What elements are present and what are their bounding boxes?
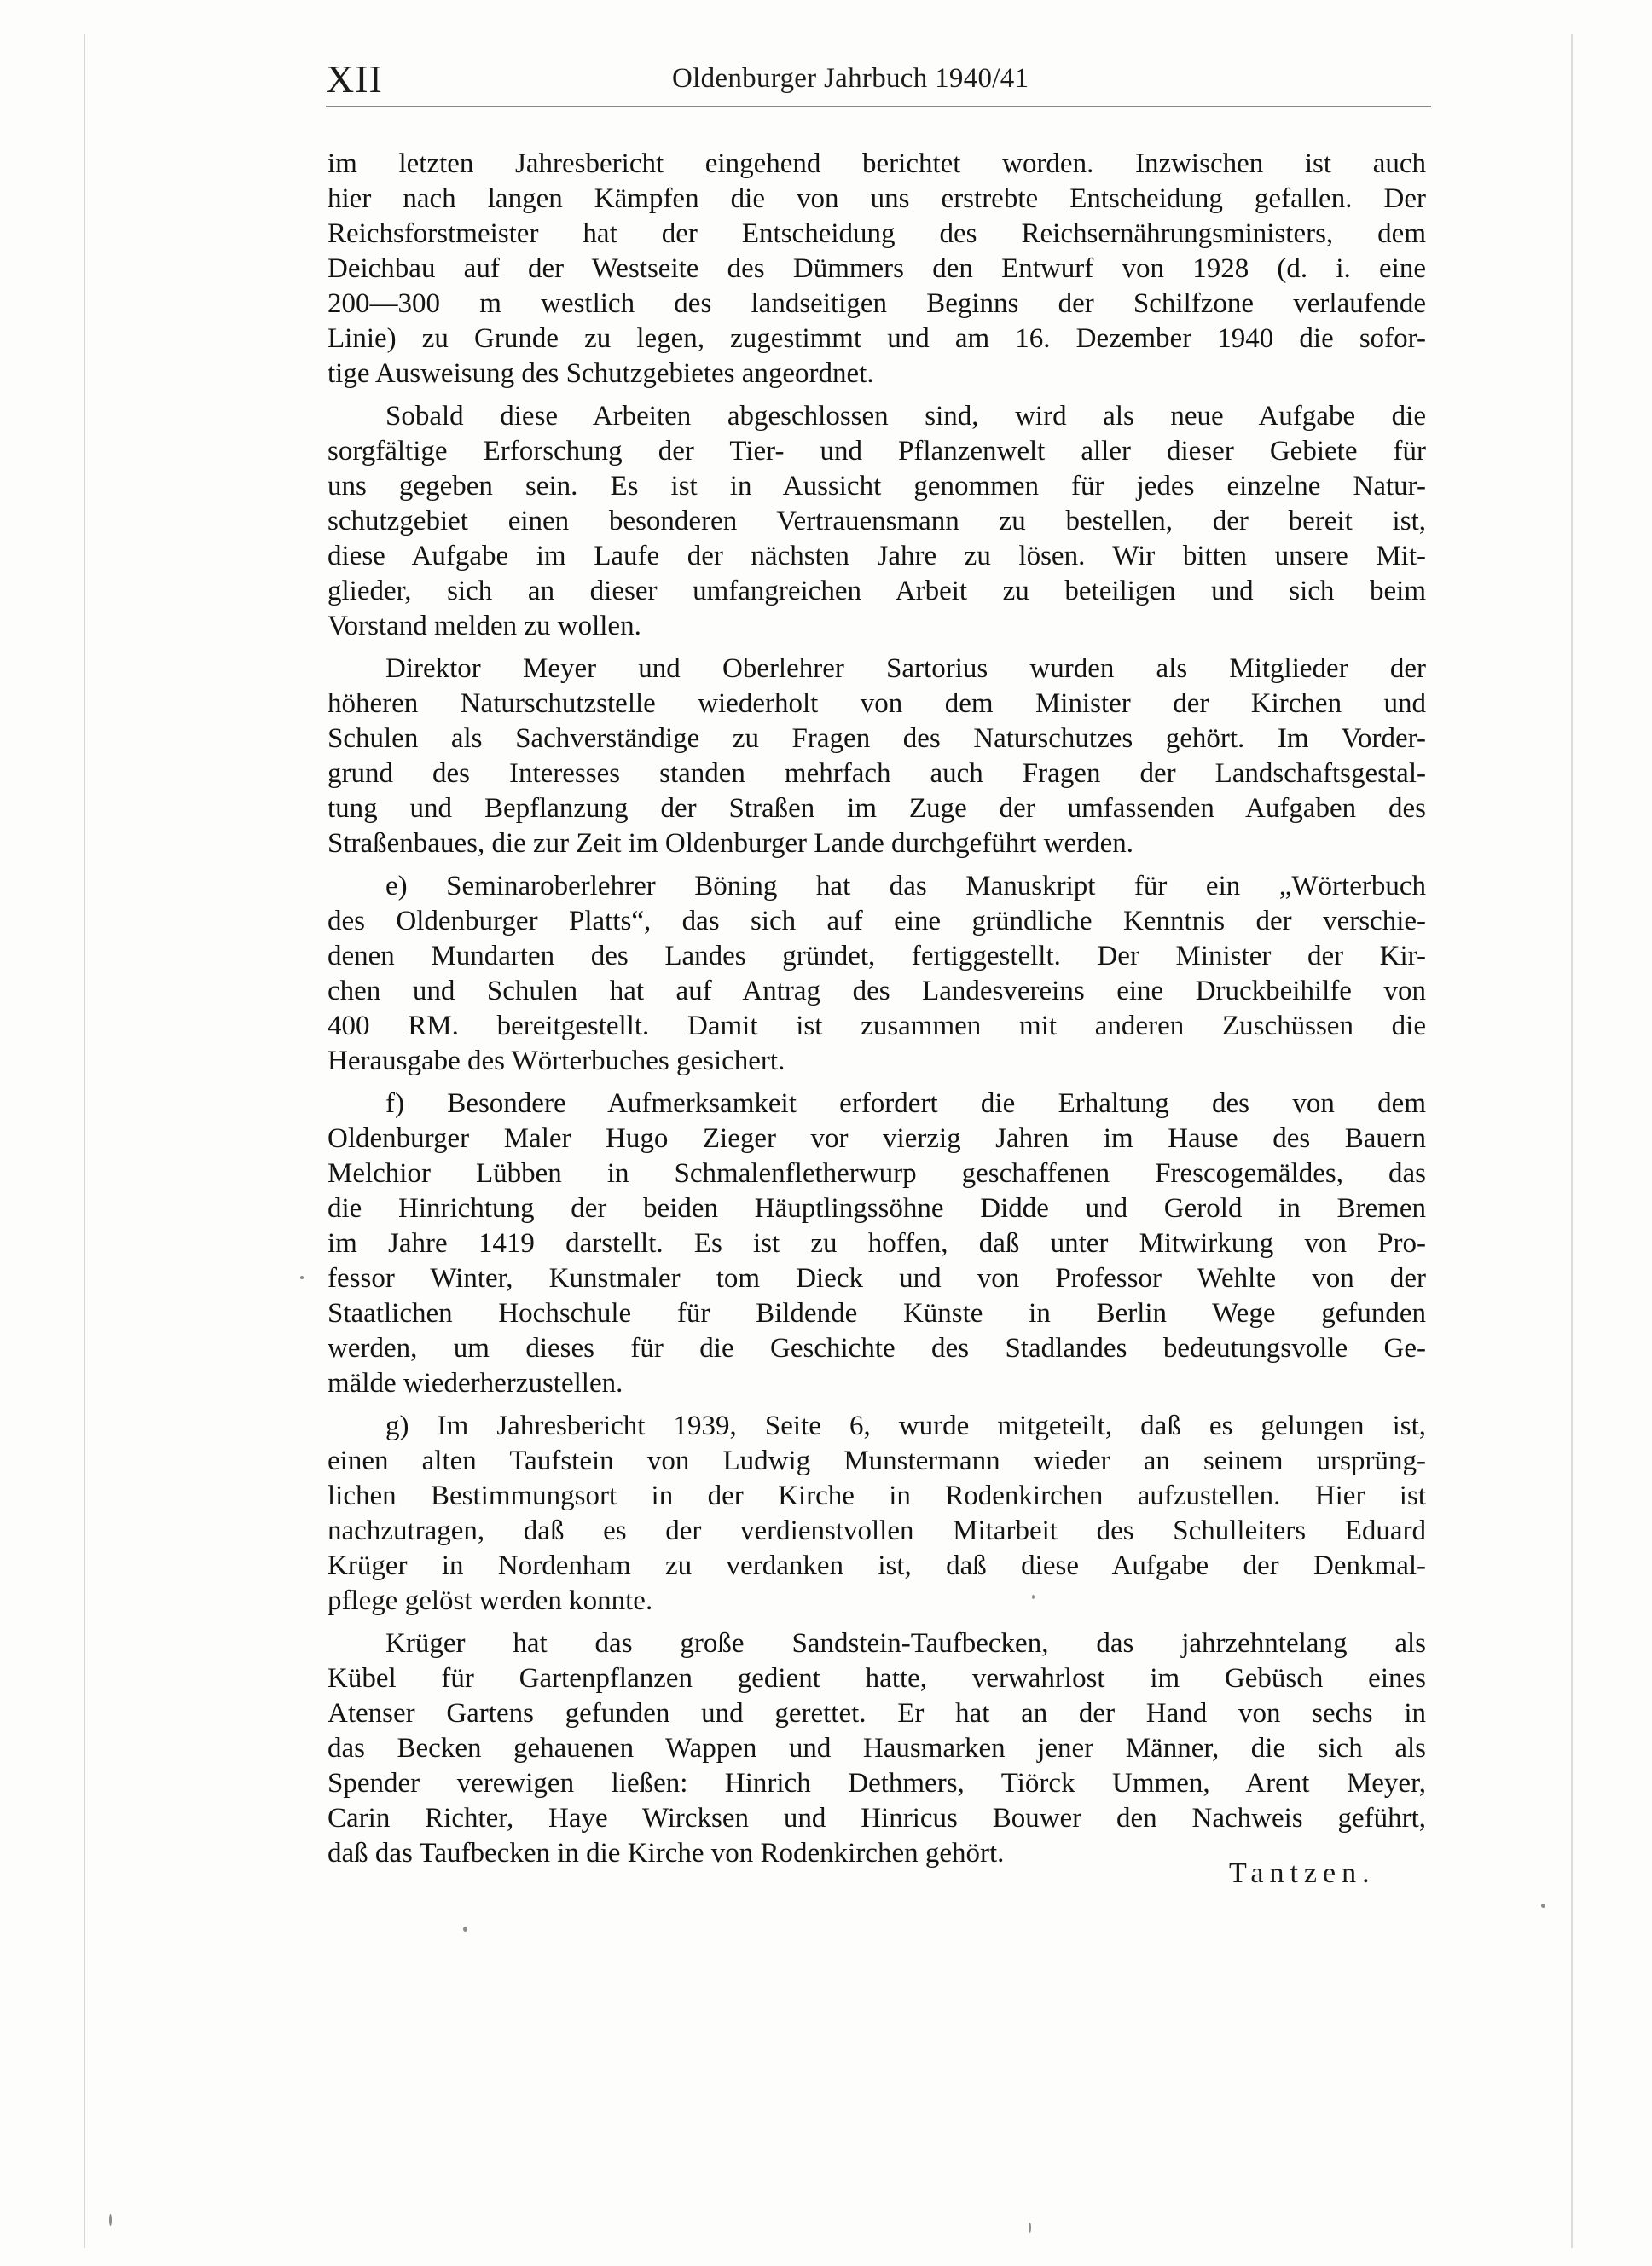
- text-line: uns gegeben sein. Es ist in Aussicht genommen für jedes einzelne Natur-: [328, 471, 1426, 501]
- scan-speck: [1541, 1904, 1545, 1908]
- text-line: Carin Richter, Haye Wircksen und Hinricus Bouwer den Nachweis geführt,: [328, 1803, 1426, 1834]
- text-line: Straßenbaues, die zur Zeit im Oldenburger Lande durchgeführt werden.: [328, 828, 1134, 859]
- text-line: Herausgabe des Wörterbuches gesichert.: [328, 1046, 785, 1076]
- text-line: Kübel für Gartenpflanzen gedient hatte, verwahrlost im Gebüsch eines: [328, 1663, 1426, 1694]
- scan-speck: [463, 1927, 467, 1932]
- running-title: Oldenburger Jahrbuch 1940/41: [672, 63, 1029, 94]
- scan-speck: [1029, 2223, 1031, 2233]
- text-line: werden, um dieses für die Geschichte des Stadlandes bedeutungsvolle Ge-: [328, 1333, 1426, 1364]
- text-line: einen alten Taufstein von Ludwig Munstermann wieder an seinem ursprüng-: [328, 1446, 1426, 1476]
- text-line: pflege gelöst werden konnte.: [328, 1585, 653, 1616]
- scan-speck: [300, 1276, 304, 1279]
- text-line: schutzgebiet einen besonderen Vertrauensmann zu bestellen, der bereit ist,: [328, 506, 1426, 536]
- text-line: g) Im Jahresbericht 1939, Seite 6, wurde mitgeteilt, daß es gelungen ist,: [385, 1411, 1426, 1441]
- text-line: glieder, sich an dieser umfangreichen Arbeit zu beteiligen und sich beim: [328, 576, 1426, 606]
- text-line: Melchior Lübben in Schmalenfletherwurp geschaffenen Frescogemäldes, das: [328, 1158, 1426, 1189]
- text-line: Staatlichen Hochschule für Bildende Künste in Berlin Wege gefunden: [328, 1298, 1426, 1329]
- text-line: Spender verewigen ließen: Hinrich Dethmers, Tiörck Ummen, Arent Meyer,: [328, 1768, 1426, 1799]
- scan-speck: [1032, 1595, 1035, 1599]
- text-line: höheren Naturschutzstelle wiederholt von dem Minister der Kirchen und: [328, 688, 1426, 719]
- text-line: diese Aufgabe im Laufe der nächsten Jahre zu lösen. Wir bitten unsere Mit-: [328, 541, 1426, 571]
- page-header: [326, 56, 1431, 111]
- text-line: im Jahre 1419 darstellt. Es ist zu hoffen, daß unter Mitwirkung von Pro-: [328, 1228, 1426, 1259]
- text-line: e) Seminaroberlehrer Böning hat das Manuskript für ein „Wörterbuch: [385, 871, 1426, 901]
- header-rule: [326, 106, 1431, 107]
- text-line: Sobald diese Arbeiten abgeschlossen sind, wird als neue Aufgabe die: [385, 401, 1426, 432]
- text-line: die Hinrichtung der beiden Häuptlingssöhne Didde und Gerold in Bremen: [328, 1193, 1426, 1224]
- text-line: tige Ausweisung des Schutzgebietes angeordnet.: [328, 358, 874, 389]
- text-line: Atenser Gartens gefunden und gerettet. Er hat an der Hand von sechs in: [328, 1698, 1426, 1729]
- text-line: des Oldenburger Platts“, das sich auf eine gründliche Kenntnis der verschie-: [328, 906, 1426, 936]
- text-line: fessor Winter, Kunstmaler tom Dieck und von Professor Wehlte von der: [328, 1263, 1426, 1294]
- text-line: im letzten Jahresbericht eingehend berichtet worden. Inzwischen ist auch: [328, 148, 1426, 179]
- text-line: chen und Schulen hat auf Antrag des Landesvereins eine Druckbeihilfe von: [328, 976, 1426, 1006]
- text-line: 200—300 m westlich des landseitigen Beginns der Schilfzone verlaufende: [328, 288, 1426, 319]
- text-line: lichen Bestimmungsort in der Kirche in Rodenkirchen aufzustellen. Hier ist: [328, 1481, 1426, 1511]
- text-line: Vorstand melden zu wollen.: [328, 611, 641, 641]
- text-line: Reichsforstmeister hat der Entscheidung des Reichsernährungsministers, dem: [328, 218, 1426, 249]
- text-line: Krüger hat das große Sandstein-Taufbecken, das jahrzehntelang als: [385, 1628, 1426, 1659]
- text-line: 400 RM. bereitgestellt. Damit ist zusammen mit anderen Zuschüssen die: [328, 1011, 1426, 1041]
- text-line: sorgfältige Erforschung der Tier- und Pflanzenwelt aller dieser Gebiete für: [328, 436, 1426, 467]
- text-line: mälde wiederherzustellen.: [328, 1368, 623, 1399]
- text-line: nachzutragen, daß es der verdienstvollen Mitarbeit des Schulleiters Eduard: [328, 1515, 1426, 1546]
- text-line: grund des Interesses standen mehrfach auch Fragen der Landschaftsgestal-: [328, 758, 1426, 789]
- text-line: Direktor Meyer und Oberlehrer Sartorius wurden als Mitglieder der: [385, 653, 1426, 684]
- text-line: f) Besondere Aufmerksamkeit erfordert die Erhaltung des von dem: [385, 1088, 1426, 1119]
- text-line: Oldenburger Maler Hugo Zieger vor vierzig Jahren im Hause des Bauern: [328, 1123, 1426, 1154]
- page-number: XII: [326, 57, 383, 101]
- text-line: denen Mundarten des Landes gründet, fertiggestellt. Der Minister der Kir-: [328, 941, 1426, 971]
- scan-speck: [109, 2214, 112, 2226]
- article-body: [328, 147, 1426, 1871]
- text-line: Linie) zu Grunde zu legen, zugestimmt und am 16. Dezember 1940 die sofor-: [328, 323, 1426, 354]
- text-line: tung und Bepflanzung der Straßen im Zuge der umfassenden Aufgaben des: [328, 793, 1426, 824]
- author-signature: Tantzen.: [1229, 1857, 1376, 1889]
- text-line: das Becken gehauenen Wappen und Hausmarken jener Männer, die sich als: [328, 1733, 1426, 1764]
- text-line: Schulen als Sachverständige zu Fragen des Naturschutzes gehört. Im Vorder-: [328, 723, 1426, 754]
- text-line: Krüger in Nordenham zu verdanken ist, daß diese Aufgabe der Denkmal-: [328, 1550, 1426, 1581]
- text-line: hier nach langen Kämpfen die von uns erstrebte Entscheidung gefallen. Der: [328, 183, 1426, 214]
- text-line: daß das Taufbecken in die Kirche von Rodenkirchen gehört.: [328, 1838, 1005, 1869]
- text-line: Deichbau auf der Westseite des Dümmers den Entwurf von 1928 (d. i. eine: [328, 253, 1426, 284]
